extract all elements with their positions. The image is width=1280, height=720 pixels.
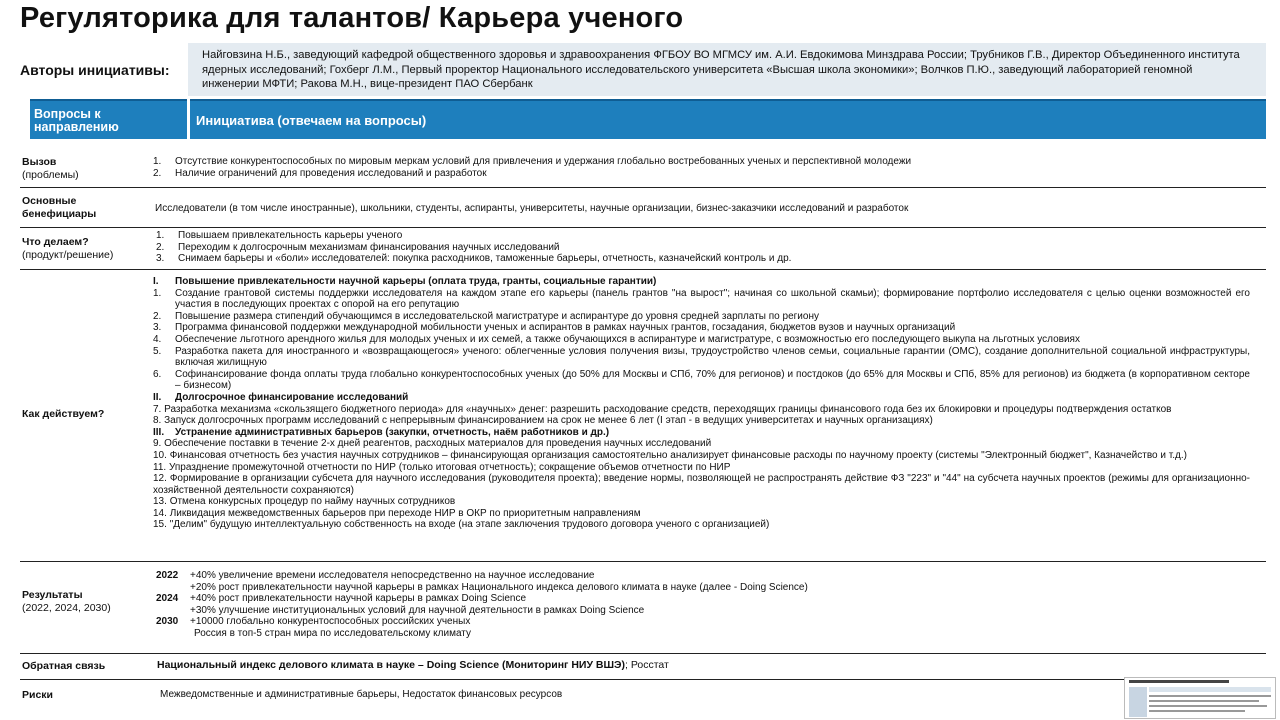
row-label: Результаты [22,589,83,601]
risks-text: Межведомственные и административные барьеры, Недостаток финансовых ресурсов [160,689,563,700]
header-questions: Вопросы к направлению [30,99,187,139]
slide-thumbnail[interactable] [1124,677,1276,719]
result-line: 2022 +40% увеличение времени исследователя непосредственно на научное исследование [156,570,595,581]
header-initiative: Инициатива (отвечаем на вопросы) [190,99,1266,139]
list-item: 14. Ликвидация межведомственных барьеров при переходе НИР в ОКР по приоритетным направлениям [153,507,641,519]
authors-label: Авторы инициативы: [20,62,170,78]
row-sublabel: (2022, 2024, 2030) [22,602,111,614]
list-item: 1. Создание грантовой системы поддержки исследователя на каждом этапе его карьеры (панель грантов "на вырост"; начиная со школьной скамьи); формирование портфолио исследователя с целью оценки возможностей его участия в последующих проектах с опорой на его репутацию [153,287,1250,311]
list-item: 2. Повышение размера стипендий обучающимся в исследовательской магистратуре и аспирантуре до уровня средней зарплаты по региону [153,310,819,322]
feedback-extra: ; Росстат [625,659,669,671]
list-item: 8. Запуск долгосрочных программ исследований с непрерывным финансированием на срок не менее 6 лет (I этап - в ведущих университетах и научных организациях) [153,415,933,427]
list-item: 3. Снимаем барьеры и «боли» исследователей: покупка расходников, таможенные барьеры, отчетность, казначейский контроль и др. [156,253,792,265]
row-how [20,270,1266,562]
list-item: 1. Повышаем привлекательность карьеры ученого [156,230,403,241]
row-sublabel: (продукт/решение) [22,249,114,261]
row-label: Основные [22,195,77,207]
list-item: 4. Обеспечение льготного арендного жилья для молодых ученых и их семей, а также обучающихся в аспирантуре и магистратуре, с возможностью его последующего выкупа на льготных условиях [153,333,1080,345]
row-label: Как действуем? [22,408,105,420]
list-item: 12. Формирование в организации субсчета для научного исследования (руководителя проекта); введение нормы, позволяющей не распространять действие ФЗ "223" и "44" на субсчета научных проектов (режимы для организационно-хозяйственной деятельности сохраняются) [153,473,1251,496]
result-line: +30% улучшение институциональных условий для научной деятельности в рамках Doing Science [190,604,645,616]
list-item: 10. Финансовая отчетность без участия научных сотрудников – финансирующая организация самостоятельно анализирует финансовые расходы по научному проекту (системы "Электронный бюджет", Казначейство и т.д.) [153,449,1187,461]
section-heading: I. Повышение привлекательности научной карьеры (оплата труда, гранты, социальные гарантии) [153,276,657,287]
result-year: 2030 [156,616,179,628]
row-feedback [20,654,1266,680]
list-item: 1. Отсутствие конкурентоспособных по мировым меркам условий для привлечения и удержания глобально востребованных ученых и перспективной молодежи [153,156,912,167]
thumbnail-title [1129,680,1229,683]
feedback-source: Национальный индекс делового климата в науке – Doing Science (Мониторинг НИУ ВШЭ) [157,659,626,671]
authors-box: Найговзина Н.Б., заведующий кафедрой общественного здоровья и здравоохранения ФГБОУ ВО МГМСУ им. А.И. Евдокимова Минздрава России; Трубников Г.В., Директор Объединенного института ядерных исследований; Гохберг Л.М., Первый проректор Национального исследовательского университета «Высшая школа экономики»; Волчков П.Ю., заведующий лабораторией геномной инженерии МФТИ; Ракова М.Н., вице-президент ПАО Сбербанк [188,43,1266,96]
section-heading: III. Устранение административных барьеров (закупки, отчетность, наём работников и др.) [153,426,610,438]
page-title: Регуляторика для талантов/ Карьера ученого [20,2,684,34]
row-label-2: бенефициары [22,208,97,220]
row-label: Обратная связь [22,660,106,672]
result-line: 2024 +40% рост привлекательности научной карьеры в рамках Doing Science [156,593,527,605]
list-item: 11. Упразднение промежуточной отчетности по НИР (только итоговая отчетность); сокращение объемов отчетности по НИР [153,461,731,473]
beneficiaries-text: Исследователи (в том числе иностранные), школьники, студенты, аспиранты, университеты, научные организации, бизнес-заказчики исследований и разработок [155,203,909,214]
list-item: 7. Разработка механизма «скользящего бюджетного периода» для «научных» денег: разрешить расходование средств, переходящих границы финансового года без их блокировки и процедуры подтверждения остатков [153,403,1172,415]
list-item: 13. Отмена конкурсных процедур по найму научных сотрудников [153,496,456,508]
result-line: +20% рост привлекательности научной карьеры в рамках Национального индекса делового климата в науке (далее - Doing Science) [190,581,808,593]
list-item: 3. Программа финансовой поддержки международной мобильности ученых и аспирантов в рамках научных грантов, госзадания, бюджетов вузов и научных организаций [153,322,956,334]
row-beneficiaries [20,188,1266,228]
row-results [20,562,1266,654]
row-risks [20,680,1266,718]
result-year: 2022 [156,570,179,581]
row-challenge [20,152,1266,188]
list-item: 2. Наличие ограничений для проведения исследований и разработок [153,167,487,179]
result-line: 2030 +10000 глобально конкурентоспособных российских ученых [156,616,471,628]
row-label: Что делаем? [22,236,89,248]
result-line: Россия в топ-5 стран мира по исследовательскому климату [194,627,471,639]
row-label: Риски [22,689,54,701]
list-item: 5. Разработка пакета для иностранного и «возвращающегося» ученого: облегченные условия получения визы, трудоустройство членов семьи, социальные гарантии (ОМС), создание дополнительной социальной инфраструктуры, включая жилищную [153,345,1250,369]
section-heading: II. Долгосрочное финансирование исследований [153,391,409,403]
row-sublabel: (проблемы) [22,169,79,181]
row-label: Вызов [22,156,57,168]
list-item: 9. Обеспечение поставки в течение 2-х дней реагентов, расходных материалов для проведения научных исследований [153,438,712,450]
list-item: 6. Софинансирование фонда оплаты труда глобально конкурентоспособных ученых (до 50% для Москвы и СПб, 70% для регионов) и постдоков (до 65% для Москвы и СПб, 85% для регионов) из бюджета (в корпоративном секторе – бизнесом) [153,368,1250,392]
list-item: 15. "Делим" будущую интеллектуальную собственность на входе (на этапе заключения трудового договора ученого с организацией) [153,519,770,531]
list-item: 2. Переходим к долгосрочным механизмам финансирования научных исследований [156,241,560,253]
row-what [20,228,1266,270]
result-year: 2024 [156,593,179,605]
